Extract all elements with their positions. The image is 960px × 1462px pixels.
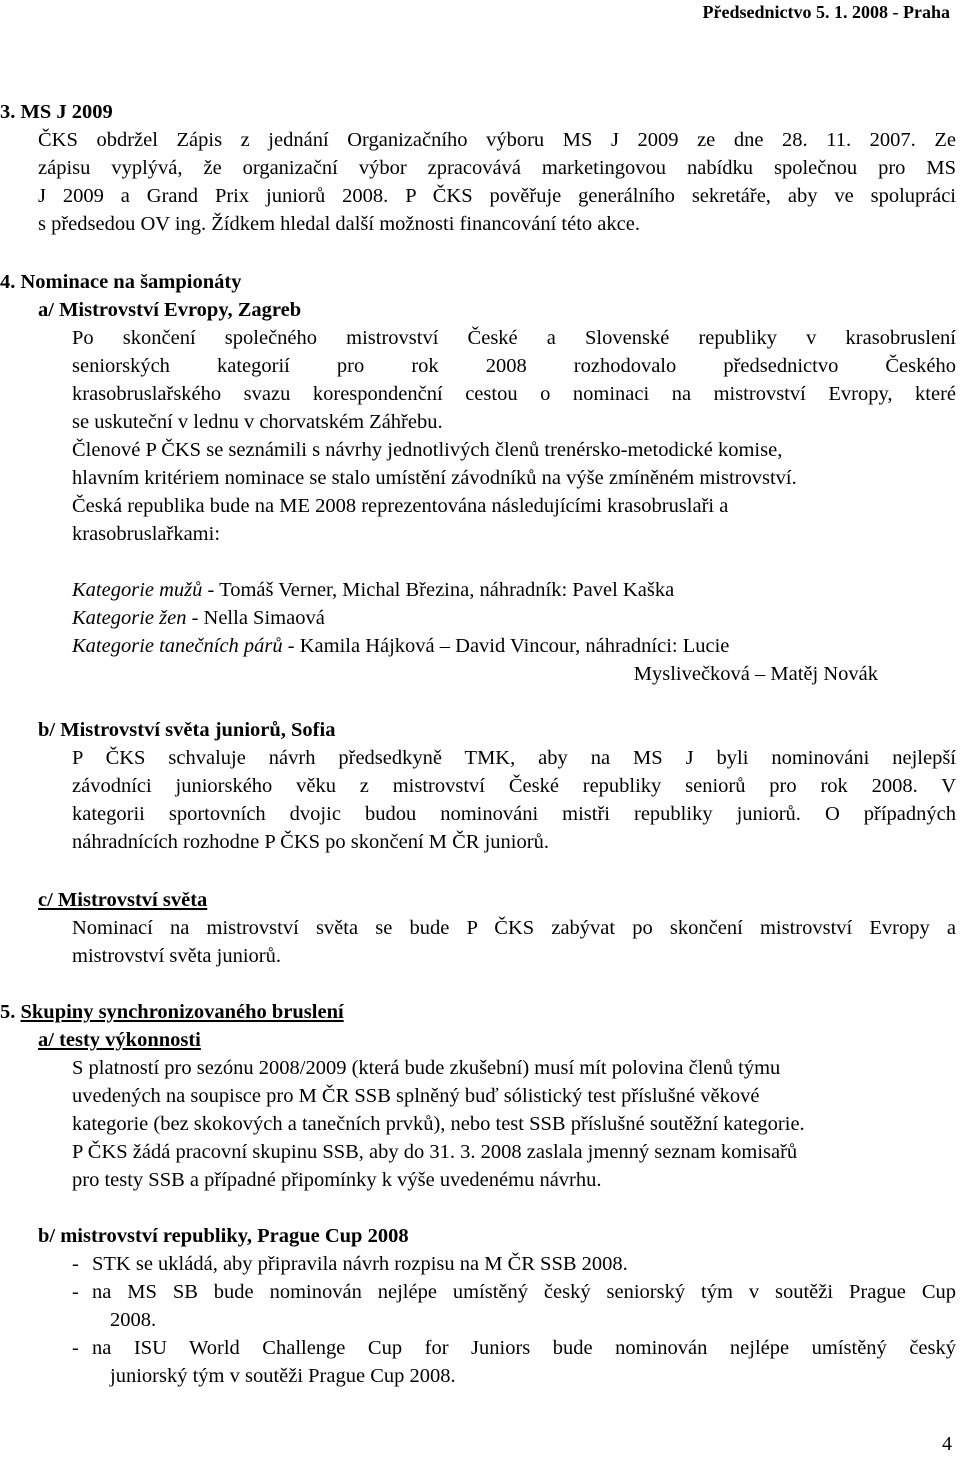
subsection-5a-heading: a/ testy výkonnosti <box>38 1029 201 1051</box>
paragraph-line: zápisu vyplývá, že organizační výbor zpracovává marketingovou nabídku společnou pro MS <box>38 157 956 179</box>
bullet-item <box>72 1250 79 1278</box>
bullet-item <box>72 1278 79 1306</box>
section-3-heading: 3. MS J 2009 <box>0 101 113 123</box>
paragraph-line: Členové P ČKS se seznámili s návrhy jednotlivých členů trenérsko-metodické komise, <box>72 439 783 461</box>
bullet-dash: - <box>72 1337 79 1359</box>
paragraph-line: hlavním kritériem nominace se stalo umístění závodníků na výše zmíněném mistrovství. <box>72 467 797 489</box>
category-dance-text: - Kamila Hájková – David Vincour, náhradníci: Lucie <box>282 635 730 657</box>
category-men-label: Kategorie mužů <box>72 579 203 601</box>
paragraph-line: závodníci juniorského věku z mistrovství České republiky seniorů pro rok 2008. V <box>72 775 956 797</box>
bullet-text-continuation: 2008. <box>110 1309 157 1331</box>
subsection-4a-heading: a/ Mistrovství Evropy, Zagreb <box>38 299 302 321</box>
bullet-text: na MS SB bude nominován nejlépe umístěný český seniorský tým v soutěži Prague Cup <box>92 1281 956 1303</box>
paragraph-line: krasobruslařského svazu korespondenční cestou o nominaci na mistrovství Evropy, které <box>72 383 956 405</box>
paragraph-line: P ČKS žádá pracovní skupinu SSB, aby do 31. 3. 2008 zaslala jmenný seznam komisařů <box>72 1141 798 1163</box>
bullet-text: STK se ukládá, aby připravila návrh rozpisu na M ČR SSB 2008. <box>92 1253 628 1275</box>
paragraph-line: mistrovství světa juniorů. <box>72 945 281 967</box>
subsection-4b-heading: b/ Mistrovství světa juniorů, Sofia <box>38 719 336 741</box>
category-women-text: - Nella Simaová <box>186 607 325 629</box>
subsection-5b-heading: b/ mistrovství republiky, Prague Cup 2008 <box>38 1225 409 1247</box>
paragraph-line: kategorie (bez skokových a tanečních prvků), nebo test SSB příslušné soutěžní kategorie. <box>72 1113 805 1135</box>
paragraph-line: P ČKS schvaluje návrh předsedkyně TMK, aby na MS J byli nominováni nejlepší <box>72 747 956 769</box>
bullet-dash: - <box>72 1281 79 1303</box>
paragraph-line: Česká republika bude na ME 2008 reprezentována následujícími krasobruslaři a <box>72 495 729 517</box>
page-header: Předsednictvo 5. 1. 2008 - Praha <box>702 2 950 22</box>
category-dance-continuation: Myslivečková – Matěj Novák <box>633 663 878 685</box>
category-dance-label: Kategorie tanečních párů <box>72 635 283 657</box>
bullet-item <box>72 1334 79 1362</box>
category-men <box>72 576 674 604</box>
category-men-text: - Tomáš Verner, Michal Březina, náhradník: Pavel Kaška <box>202 579 675 601</box>
subsection-4c-heading: c/ Mistrovství světa <box>38 889 208 911</box>
paragraph-line: náhradnících rozhodne P ČKS po skončení M ČR juniorů. <box>72 831 549 853</box>
paragraph-line: Po skončení společného mistrovství České a Slovenské republiky v krasobruslení <box>72 327 956 349</box>
paragraph-line: S platností pro sezónu 2008/2009 (která bude zkušební) musí mít polovina členů týmu <box>72 1057 781 1079</box>
paragraph-line: Nominací na mistrovství světa se bude P ČKS zabývat po skončení mistrovství Evropy a <box>72 917 956 939</box>
paragraph-line: seniorských kategorií pro rok 2008 rozhodovalo předsednictvo Českého <box>72 355 956 377</box>
page-number: 4 <box>942 1433 952 1455</box>
paragraph-line: s předsedou OV ing. Žídkem hledal další možnosti financování této akce. <box>38 213 640 235</box>
category-dance <box>72 632 729 660</box>
category-women-label: Kategorie žen <box>72 607 187 629</box>
bullet-dash: - <box>72 1253 79 1275</box>
paragraph-line: pro testy SSB a případné připomínky k výše uvedenému návrhu. <box>72 1169 602 1191</box>
paragraph-line: kategorii sportovních dvojic budou nominováni mistři republiky juniorů. O případných <box>72 803 956 825</box>
section-4-heading: 4. Nominace na šampionáty <box>0 271 242 293</box>
bullet-text: na ISU World Challenge Cup for Juniors bude nominován nejlépe umístěný český <box>92 1337 956 1359</box>
paragraph-line: J 2009 a Grand Prix juniorů 2008. P ČKS pověřuje generálního sekretáře, aby ve spolupráci <box>38 185 956 207</box>
section-5-heading <box>0 998 344 1026</box>
paragraph-line: se uskuteční v lednu v chorvatském Záhřebu. <box>72 411 443 433</box>
bullet-text-continuation: juniorský tým v soutěži Prague Cup 2008. <box>110 1365 456 1387</box>
paragraph-line: krasobruslařkami: <box>72 523 221 545</box>
section-5-heading-text: 5. Skupiny synchronizovaného bruslení <box>0 1001 344 1023</box>
paragraph-line: uvedených na soupisce pro M ČR SSB splněný buď sólistický test příslušné věkové <box>72 1085 760 1107</box>
category-women <box>72 604 325 632</box>
paragraph-line: ČKS obdržel Zápis z jednání Organizačního výboru MS J 2009 ze dne 28. 11. 2007. Ze <box>38 129 956 151</box>
